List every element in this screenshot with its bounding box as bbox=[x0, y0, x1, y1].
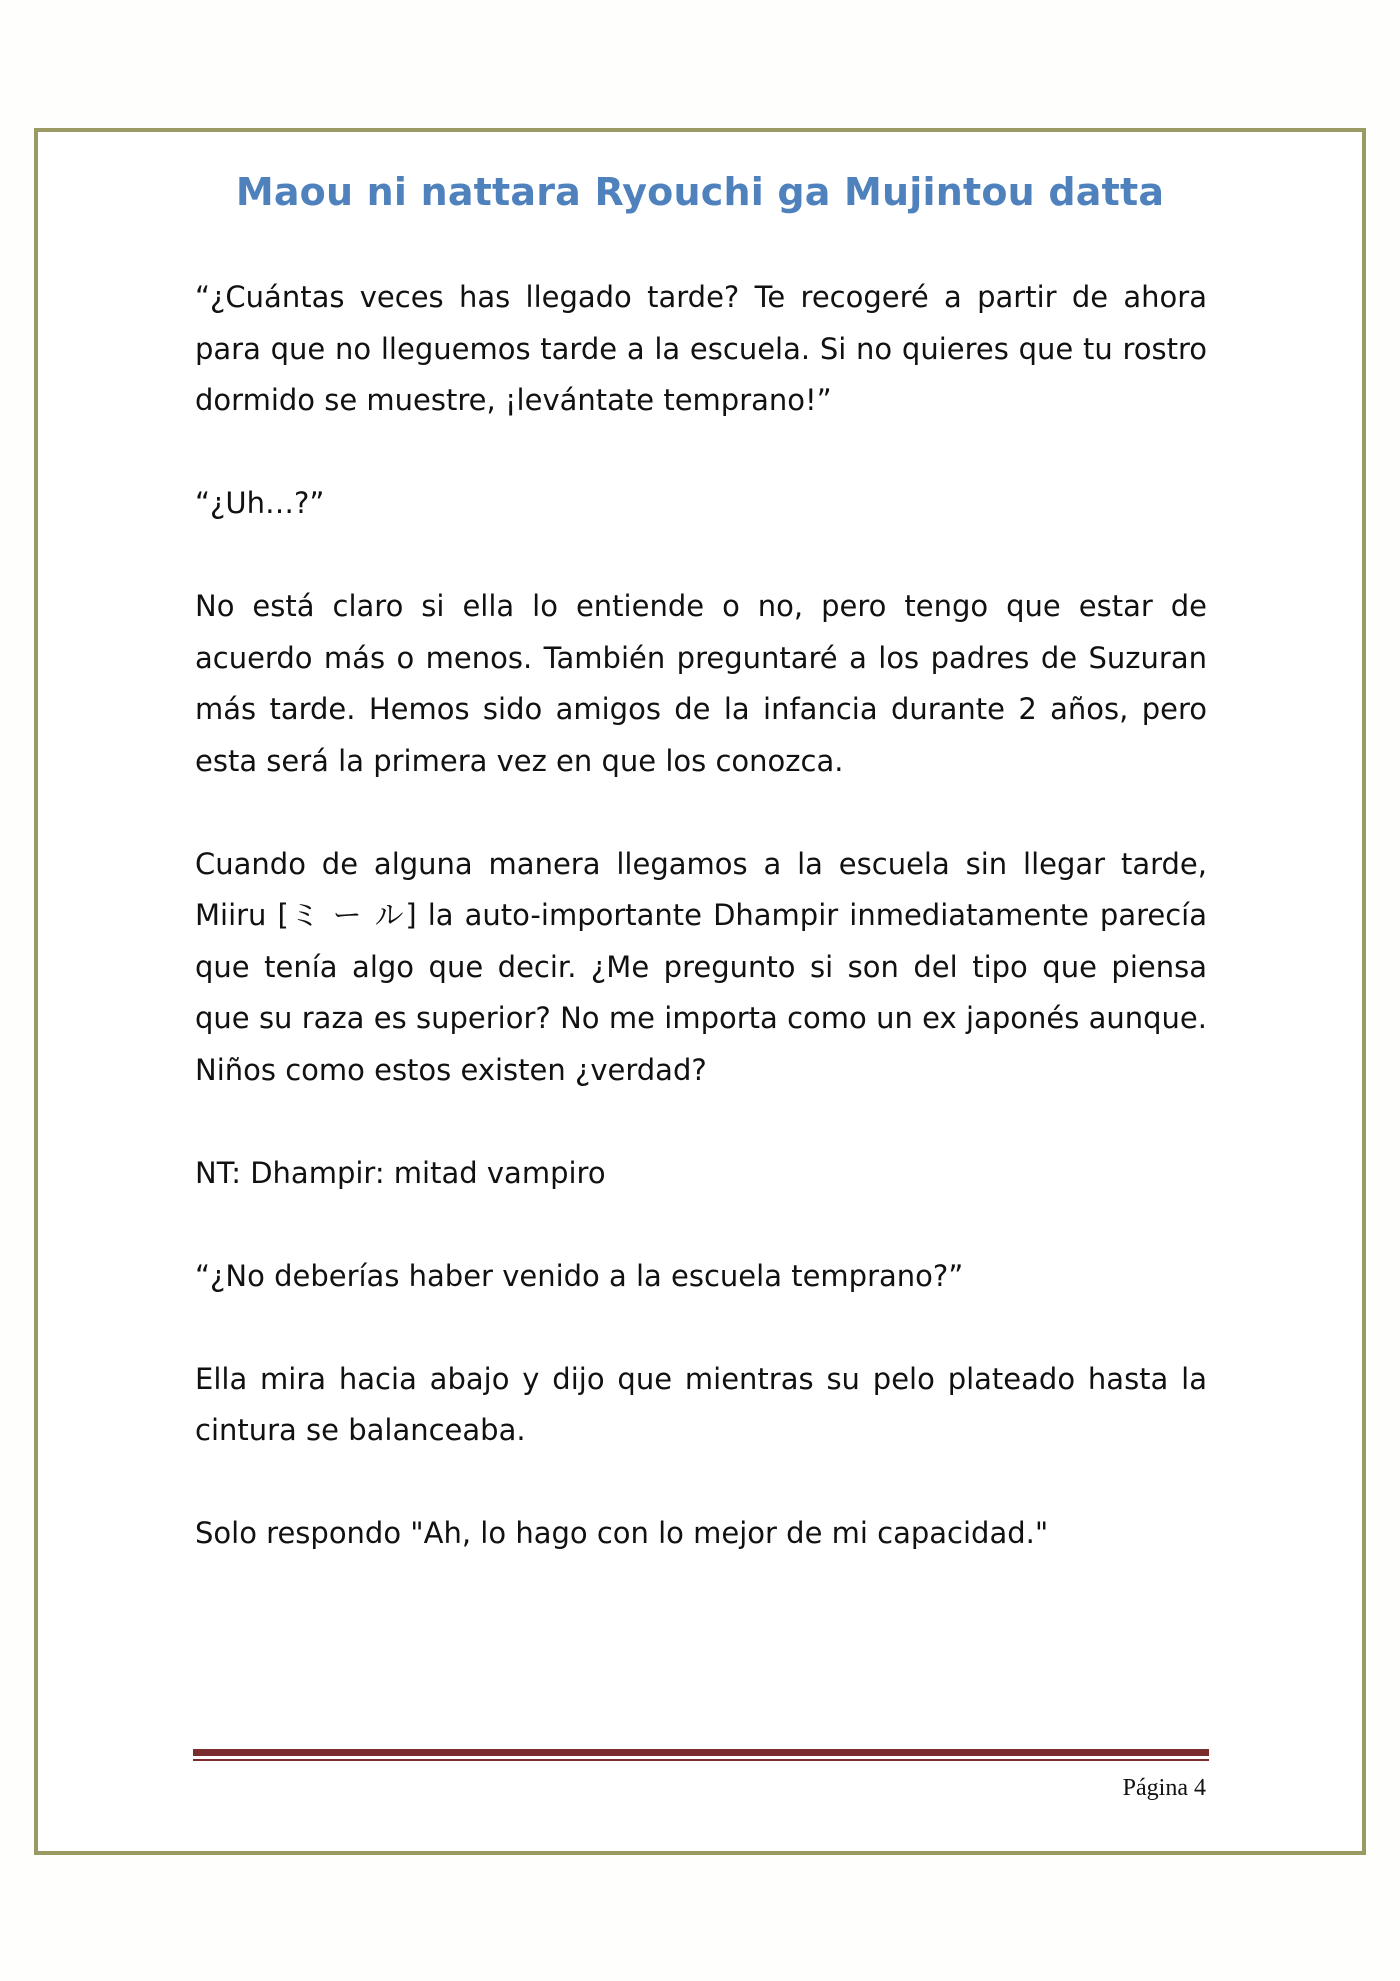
paragraph-3: No está claro si ella lo entiende o no, pero tengo que estar de acuerdo más o menos. También preguntaré a los padres de Suzuran más tarde. Hemos sido amigos de la infancia durante 2 años, pero esta será la primera vez en que los conozca. bbox=[195, 589, 1207, 778]
page-number: Página 4 bbox=[1122, 1775, 1206, 1801]
document-title: Maou ni nattara Ryouchi ga Mujintou datta bbox=[235, 170, 1165, 214]
document-body bbox=[195, 272, 1207, 1611]
paragraph-1: “¿Cuántas veces has llegado tarde? Te recogeré a partir de ahora para que no lleguemos tarde a la escuela. Si no quieres que tu rostro dormido se muestre, ¡levántate temprano!” bbox=[195, 280, 1207, 417]
paragraph-2: “¿Uh…?” bbox=[195, 486, 325, 520]
paragraph-6: “¿No deberías haber venido a la escuela temprano?” bbox=[195, 1258, 964, 1293]
footer-divider-thick bbox=[193, 1749, 1209, 1756]
footer-divider-thin bbox=[193, 1759, 1209, 1761]
translator-note: NT: Dhampir: mitad vampiro bbox=[195, 1155, 606, 1190]
paragraph-4: Cuando de alguna manera llegamos a la escuela sin llegar tarde, Miiru [ミ ー ル] la auto-importante Dhampir inmediatamente parecía que tenía algo que decir. ¿Me pregunto si son del tipo que piensa que su raza es superior? No me importa como un ex japonés aunque. Niños como estos existen ¿verdad? bbox=[195, 846, 1207, 1087]
paragraph-8: Solo respondo "Ah, lo hago con lo mejor de mi capacidad." bbox=[195, 1516, 1049, 1550]
page-frame bbox=[34, 128, 1366, 1855]
paragraph-7: Ella mira hacia abajo y dijo que mientras su pelo plateado hasta la cintura se balanceaba. bbox=[195, 1361, 1207, 1447]
